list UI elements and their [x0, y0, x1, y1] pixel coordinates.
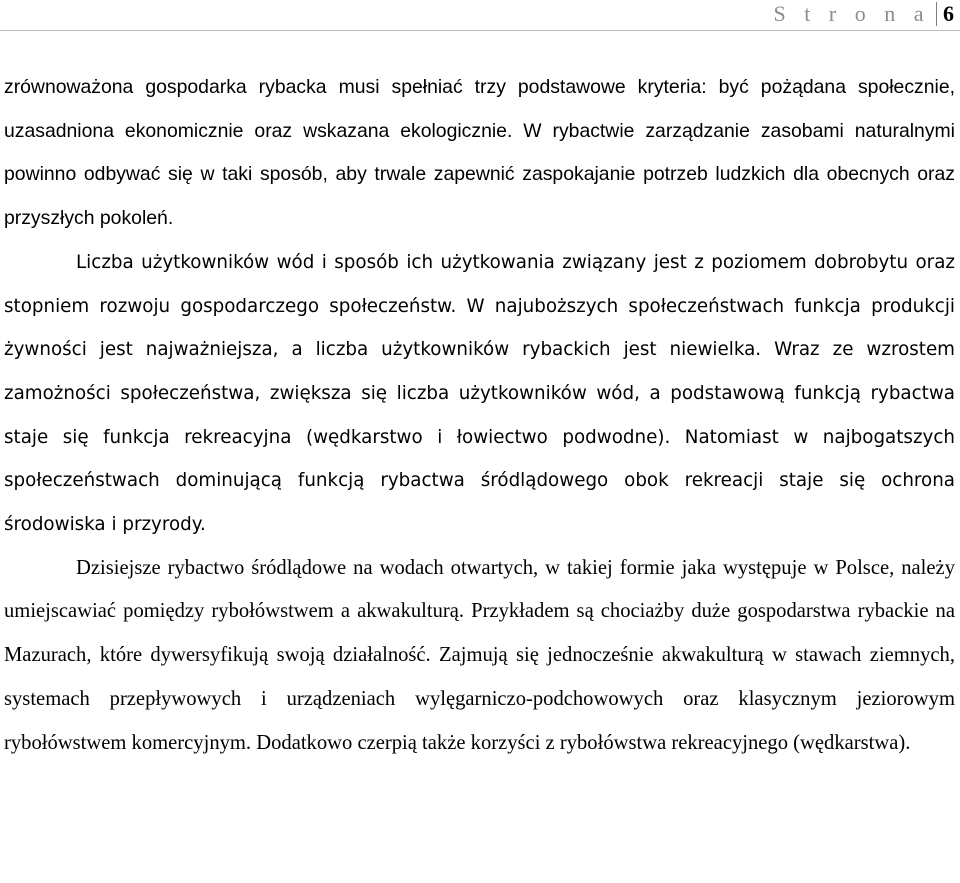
page-number: 6 — [943, 1, 954, 26]
page-number-separator — [936, 2, 937, 26]
paragraph-3: Dzisiejsze rybactwo śródlądowe na wodach otwartych, w takiej formie jaka występuje w Polsce, należy umiejscawiać pomiędzy rybołówstwem a akwakulturą. Przykładem są chociażby duże gospodarstwa rybackie na Mazurach, które dywersyfikują swoją działalność. Zajmują się jednocześnie akwakulturą w stawach ziemnych, systemach przepływowych i urządzeniach wylęgarniczo-podchowowych oraz klasycznym jeziorowym rybołówstwem komercyjnym. Dodatkowo czerpią także korzyści z rybołówstwa rekreacyjnego (wędkarstwa). — [4, 556, 955, 754]
page-number-box — [774, 1, 954, 27]
page-header — [0, 0, 960, 31]
paragraph-2: Liczba użytkowników wód i sposób ich użytkowania związany jest z poziomem dobrobytu oraz stopniem rozwoju gospodarczego społeczeństw. W najuboższych społeczeństwach funkcja produkcji żywności jest najważniejsza, a liczba użytkowników rybackich jest niewielka. Wraz ze wzrostem zamożności społeczeństwa, zwiększa się liczba użytkowników wód, a podstawową funkcją rybactwa staje się funkcja rekreacyjna (wędkarstwo i łowiectwo podwodne). Natomiast w najbogatszych społeczeństwach dominującą funkcją rybactwa śródlądowego obok rekreacji staje się ochrona środowiska i przyrody. — [4, 251, 955, 536]
document-body — [4, 66, 955, 765]
page-label: S t r o n a — [773, 1, 930, 26]
paragraph-1: zrównoważona gospodarka rybacka musi spełniać trzy podstawowe kryteria: być pożądana społecznie, uzasadniona ekonomicznie oraz wskazana ekologicznie. W rybactwie zarządzanie zasobami naturalnymi powinno odbywać się w taki sposób, aby trwale zapewnić zaspokajanie potrzeb ludzkich dla obecnych oraz przyszłych pokoleń. — [4, 76, 955, 230]
